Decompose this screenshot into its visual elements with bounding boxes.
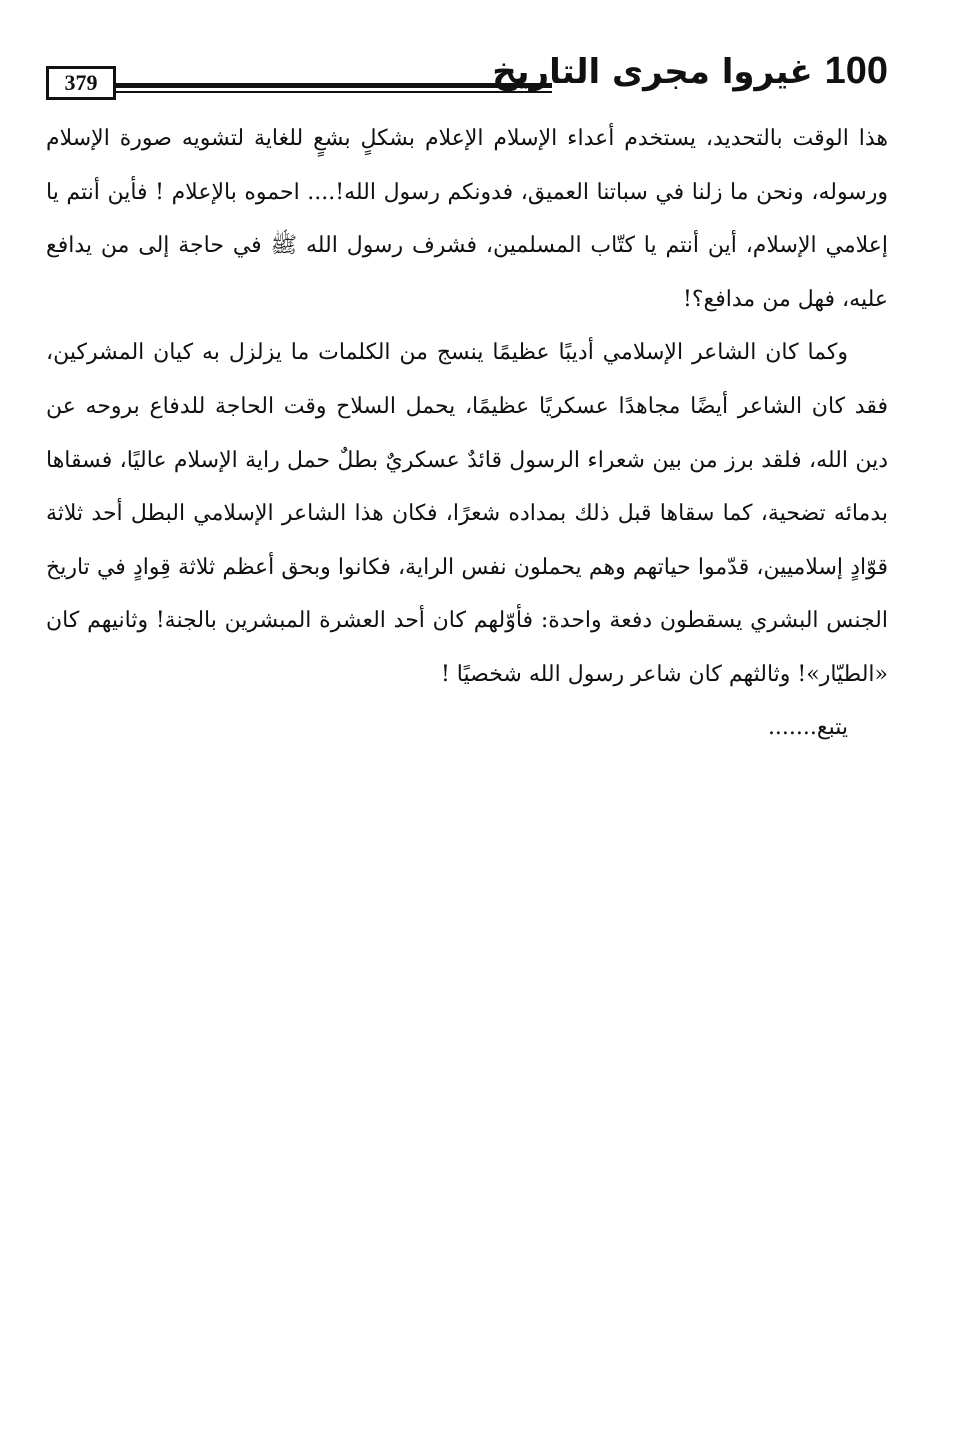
page-header	[46, 50, 888, 102]
page-number: 379	[46, 66, 116, 100]
book-title	[492, 50, 888, 93]
header-rule	[116, 83, 552, 93]
paragraph-1: هذا الوقت بالتحديد، يستخدم أعداء الإسلام الإعلام بشكلٍ بشعٍ للغاية لتشويه صورة الإسلام ورسوله، ونحن ما زلنا في سباتنا العميق، فدونكم رسول الله!.... احموه بالإعلام ! فأين أنتم يا إعلامي الإسلام، أين أنتم يا كتّاب المسلمين، فشرف رسول الله ﷺ في حاجة إلى من يدافع عليه، فهل من مدافع؟!	[46, 126, 888, 312]
book-title-text: غيروا مجرى التاريخ	[492, 52, 813, 92]
paragraph-2: وكما كان الشاعر الإسلامي أديبًا عظيمًا ينسج من الكلمات ما يزلزل به كيان المشركين، فقد كان الشاعر أيضًا مجاهدًا عسكريًا عظيمًا، يحمل السلاح وقت الحاجة للدفاع بروحه عن دين الله، فلقد برز من بين شعراء الرسول قائدٌ عسكريٌ بطلٌ حمل راية الإسلام عاليًا، فسقاها بدمائه تضحية، كما سقاها قبل ذلك بمداده شعرًا، فكان هذا الشاعر الإسلامي البطل أحد ثلاثة قوّادٍ إسلاميين، قدّموا حياتهم وهم يحملون نفس الراية، فكانوا وبحق أعظم ثلاثة قِوادٍ في تاريخ الجنس البشري يسقطون دفعة واحدة: فأوّلهم كان أحد العشرة المبشرين بالجنة! وثانيهم كان «الطيّار»! وثالثهم كان شاعر رسول الله شخصيًا !	[46, 340, 888, 687]
to-be-continued: يتبع.......	[767, 714, 848, 740]
book-title-number: 100	[824, 50, 888, 92]
page-body	[46, 112, 888, 754]
